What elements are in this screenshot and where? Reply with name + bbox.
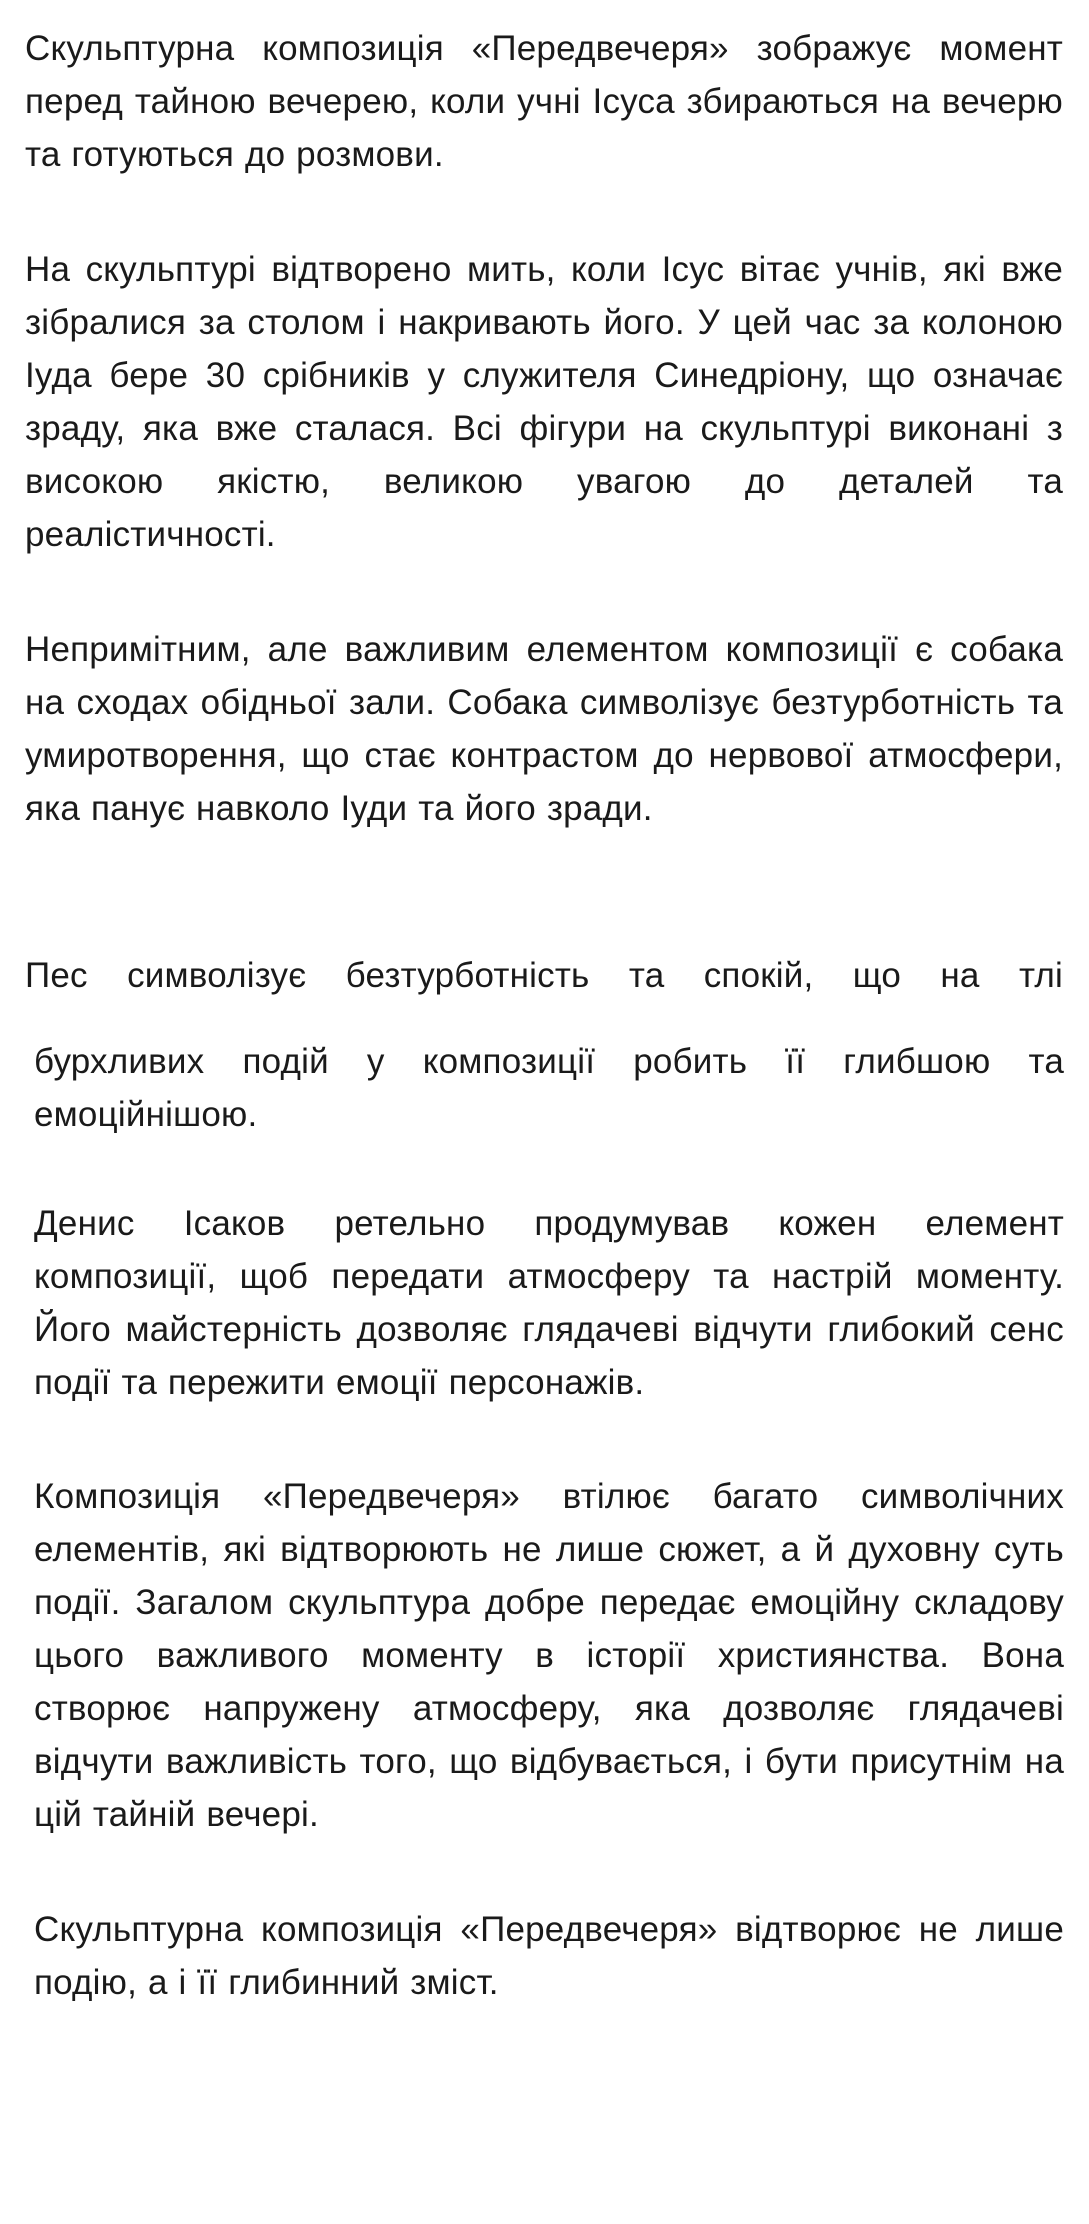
- paragraph-dog-symbol-end: бурхливих подій у композиції робить її глибшою та емоційнішою.: [34, 1042, 1064, 1134]
- paragraph-conclusion: Скульптурна композиція «Передвечеря» відтворює не лише подію, а і її глибинний зміст.: [34, 1910, 1064, 2002]
- paragraph-dog-symbol-start: Пес символізує безтурботність та спокій, що на тлі: [25, 956, 1063, 995]
- paragraph-dog: Непримітним, але важливим елементом композиції є собака на сходах обідньої зали. Собака символізує безтурботність та умиротворення, що стає контрастом до нервової атмосфери, яка панує навколо Іуди та його зради.: [25, 630, 1063, 828]
- paragraph-intro: Скульптурна композиція «Передвечеря» зображує момент перед тайною вечерею, коли учні Ісуса збираються на вечерю та готуються до розмови.: [25, 29, 1063, 174]
- paragraph-author: Денис Ісаков ретельно продумував кожен елемент композиції, щоб передати атмосферу та настрій моменту. Його майстерність дозволяє глядачеві відчути глибокий сенс події та пережити емоції персонажів.: [34, 1204, 1064, 1402]
- paragraph-scene: На скульптурі відтворено мить, коли Ісус вітає учнів, які вже зібралися за столом і накривають його. У цей час за колоною Іуда бере 30 срібників у служителя Синедріону, що означає зраду, яка вже сталася. Всі фігури на скульптурі виконані з високою якістю, великою увагою до деталей та реалістичності.: [25, 250, 1063, 554]
- paragraph-composition: Композиція «Передвечеря» втілює багато символічних елементів, які відтворюють не лише сюжет, а й духовну суть події. Загалом скульптура добре передає емоційну складову цього важливого моменту в історії християнства. Вона створює напружену атмосферу, яка дозволяє глядачеві відчути важливість того, що відбувається, і бути присутнім на цій тайній вечері.: [34, 1477, 1064, 1834]
